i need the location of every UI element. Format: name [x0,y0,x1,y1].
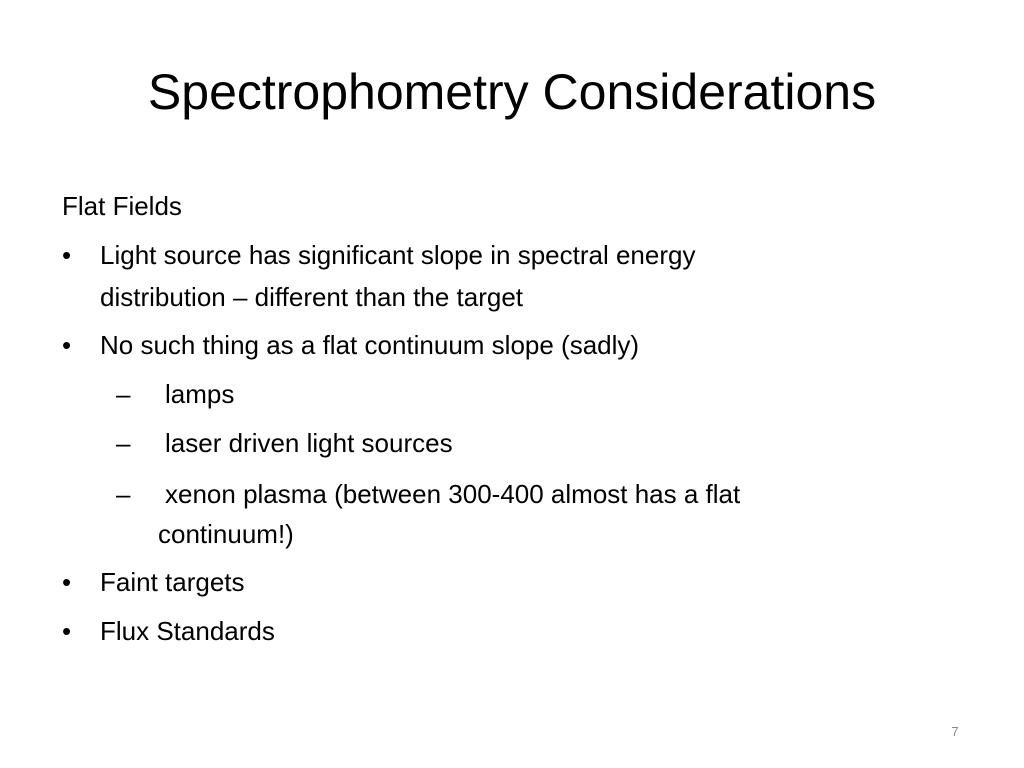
sub-bullet-marker: – [116,479,131,509]
sub-item-lamps: lamps [165,379,235,409]
bullet-3-line-1: Faint targets [100,567,245,597]
bullet-marker: • [62,567,72,597]
sub-bullet-marker: – [116,428,131,458]
section-heading: Flat Fields [62,191,182,221]
bullet-4-line-1: Flux Standards [100,616,275,646]
page-number: 7 [951,724,959,739]
bullet-2-line-1: No such thing as a flat continuum slope (sadly) [100,330,640,360]
bullet-marker: • [62,330,72,360]
bullet-1-line-1: Light source has significant slope in spectral energy [100,240,696,270]
slide-title: Spectrophometry Considerations [147,64,877,120]
sub-item-xenon-line-1: xenon plasma (between 300-400 almost has a flat [165,479,741,509]
sub-item-laser: laser driven light sources [165,428,453,458]
sub-bullet-marker: – [116,379,131,409]
bullet-1-line-2: distribution – different than the target [100,282,524,312]
bullet-marker: • [62,240,72,270]
sub-item-xenon-line-2: continuum!) [158,519,294,549]
bullet-marker: • [62,616,72,646]
